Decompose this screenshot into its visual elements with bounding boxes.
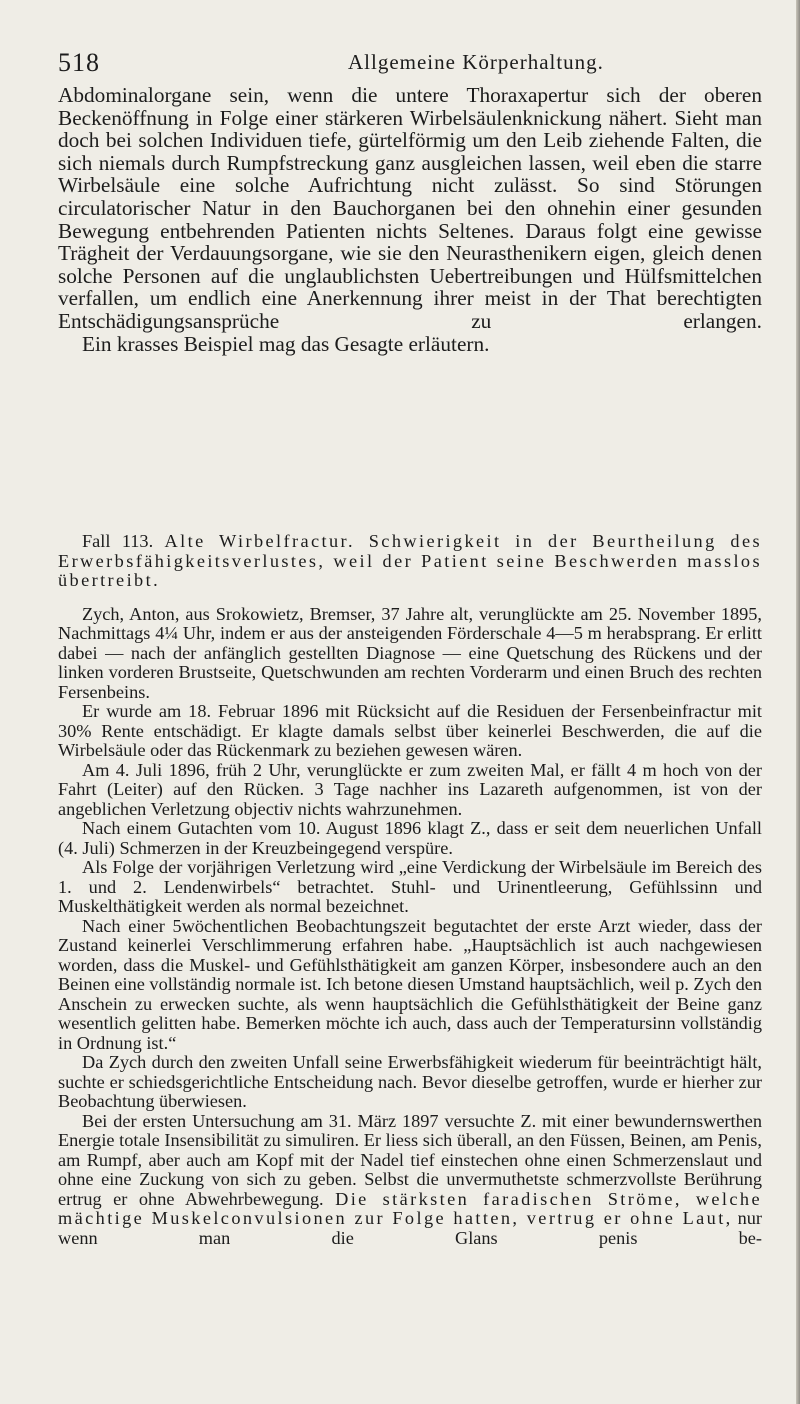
intro-paragraph: Abdominalorgane sein, wenn die untere Thoraxapertur sich der oberen Beckenöffnung in Folge einer stärkeren Wirbelsäulenknickung nähert. Sieht man doch bei solchen Individuen tiefe, gürtelförmig um den Leib ziehende Falten, die sich niemals durch Rumpfstreckung ganz ausgleichen lassen, weil eben die starre Wirbelsäule eine solche Aufrichtung nicht zulässt. So sind Störungen circulatorischer Natur in den Bauchorganen bei den ohnehin einer gesunden Bewegung entbehrenden Patienten nichts Seltenes. Daraus folgt eine gewisse Trägheit der Verdauungsorgane, wie sie den Neurasthenikern eigen, gleich denen solche Personen auf die unglaublichsten Uebertreibungen und Hülfsmittelchen verfallen, um endlich eine Anerkennung ihrer meist in der That berechtigten Entschädigungsansprüche zu erlangen. [58, 83, 762, 333]
running-head: Allgemeine Körperhaltung. [348, 50, 604, 74]
intro-text [58, 84, 762, 355]
page-header [58, 48, 738, 82]
intro-example-line: Ein krasses Beispiel mag das Gesagte erläutern. [82, 331, 490, 356]
spaced-emphasis: Die stärksten faradischen Ströme, welche mächtige Muskelconvulsionen zur Folge hatten, vertrug er ohne Laut, [58, 1188, 762, 1228]
plain-text-tail: nur wenn man die Glans penis be- [58, 1208, 762, 1248]
case-paragraph-last [58, 1112, 762, 1249]
case-paragraph: Nach einer 5wöchentlichen Beobachtungszeit begutachtet der erste Arzt wieder, dass der Zustand keinerlei Verschlimmerung erfahren habe. „Hauptsächlich ist auch nachgewiesen worden, dass die Muskel- und Gefühlsthätigkeit am ganzen Körper, insbesondere auch an den Beinen eine vollständig normale ist. Ich betone diesen Umstand hauptsächlich, weil p. Zych den Anschein zu erwecken suchte, als wenn hauptsächlich die Gefühlsthätigkeit der Beine ganz wesentlich gelitten habe. Bemerken möchte ich auch, dass auch der Temperatursinn vollständig in Ordnung ist.“ [58, 915, 762, 1053]
case-paragraph: Da Zych durch den zweiten Unfall seine Erwerbsfähigkeit wiederum für beeinträchtigt hält, suchte er schiedsgerichtliche Entscheidung nach. Bevor dieselbe getroffen, wurde er hierher zur Beobachtung überwiesen. [58, 1052, 762, 1111]
case-paragraph: Als Folge der vorjährigen Verletzung wird „eine Verdickung der Wirbelsäule im Bereich des 1. und 2. Lendenwirbels“ betrachtet. Stuhl- und Urinentleerung, Gefühlssinn und Muskelthätigkeit werden als normal bezeichnet. [58, 857, 762, 916]
case-paragraph: Am 4. Juli 1896, früh 2 Uhr, verunglückte er zum zweiten Mal, er fällt 4 m hoch von der Fahrt (Leiter) auf den Rücken. 3 Tage nachher ins Lazareth aufgenommen, ist von der angeblichen Verletzung objectiv nichts wahrzunehmen. [58, 759, 762, 819]
case-heading [58, 532, 762, 591]
case-paragraph: Nach einem Gutachten vom 10. August 1896 klagt Z., dass er seit dem neuerlichen Unfall (4. Juli) Schmerzen in der Kreuzbeingegend verspüre. [58, 818, 762, 858]
page-number: 518 [58, 48, 100, 77]
plain-text: Bei der ersten Untersuchung am 31. März 1897 versuchte Z. mit einer bewundernswerthen Energie totale Insensibilität zu simuliren. Er liess sich überall, an den Füssen, Beinen, am Penis, am Rumpf, aber auch am Kopf mit der Nadel tief einstechen ohne einen Schmerzenslaut und ohne eine Zuckung von sich zu geben. Selbst die unvermuthetste schmerzvollste Berührung ertrug er ohne Abwehrbewegung. [58, 1110, 762, 1209]
case-title: Alte Wirbelfractur. Schwierigkeit in der Beurtheilung des Erwerbsfähigkeitsverlustes, weil der Patient seine Beschwerden masslos übertreibt. [58, 531, 762, 590]
page-edge-shadow [796, 0, 800, 1404]
case-paragraph: Zych, Anton, aus Srokowietz, Bremser, 37 Jahre alt, verunglückte am 25. November 1895, Nachmittags 4¼ Uhr, indem er aus der ansteigenden Förderschale 4—5 m herabsprang. Er erlitt dabei — nach der anfänglich gestellten Diagnose — eine Quetschung des Rückens und der linken vorderen Brustseite, Quetschwunden am rechten Vorderarm und einen Bruch des rechten Fersenbeins. [58, 603, 762, 702]
case-113 [58, 532, 762, 1248]
case-number: Fall 113. [82, 531, 154, 551]
case-paragraph: Er wurde am 18. Februar 1896 mit Rücksicht auf die Residuen der Fersenbeinfractur mit 30% Rente entschädigt. Er klagte damals selbst über keinerlei Beschwerden, die auf die Wirbelsäule oder das Rückenmark zu beziehen gewesen wären. [58, 701, 762, 760]
